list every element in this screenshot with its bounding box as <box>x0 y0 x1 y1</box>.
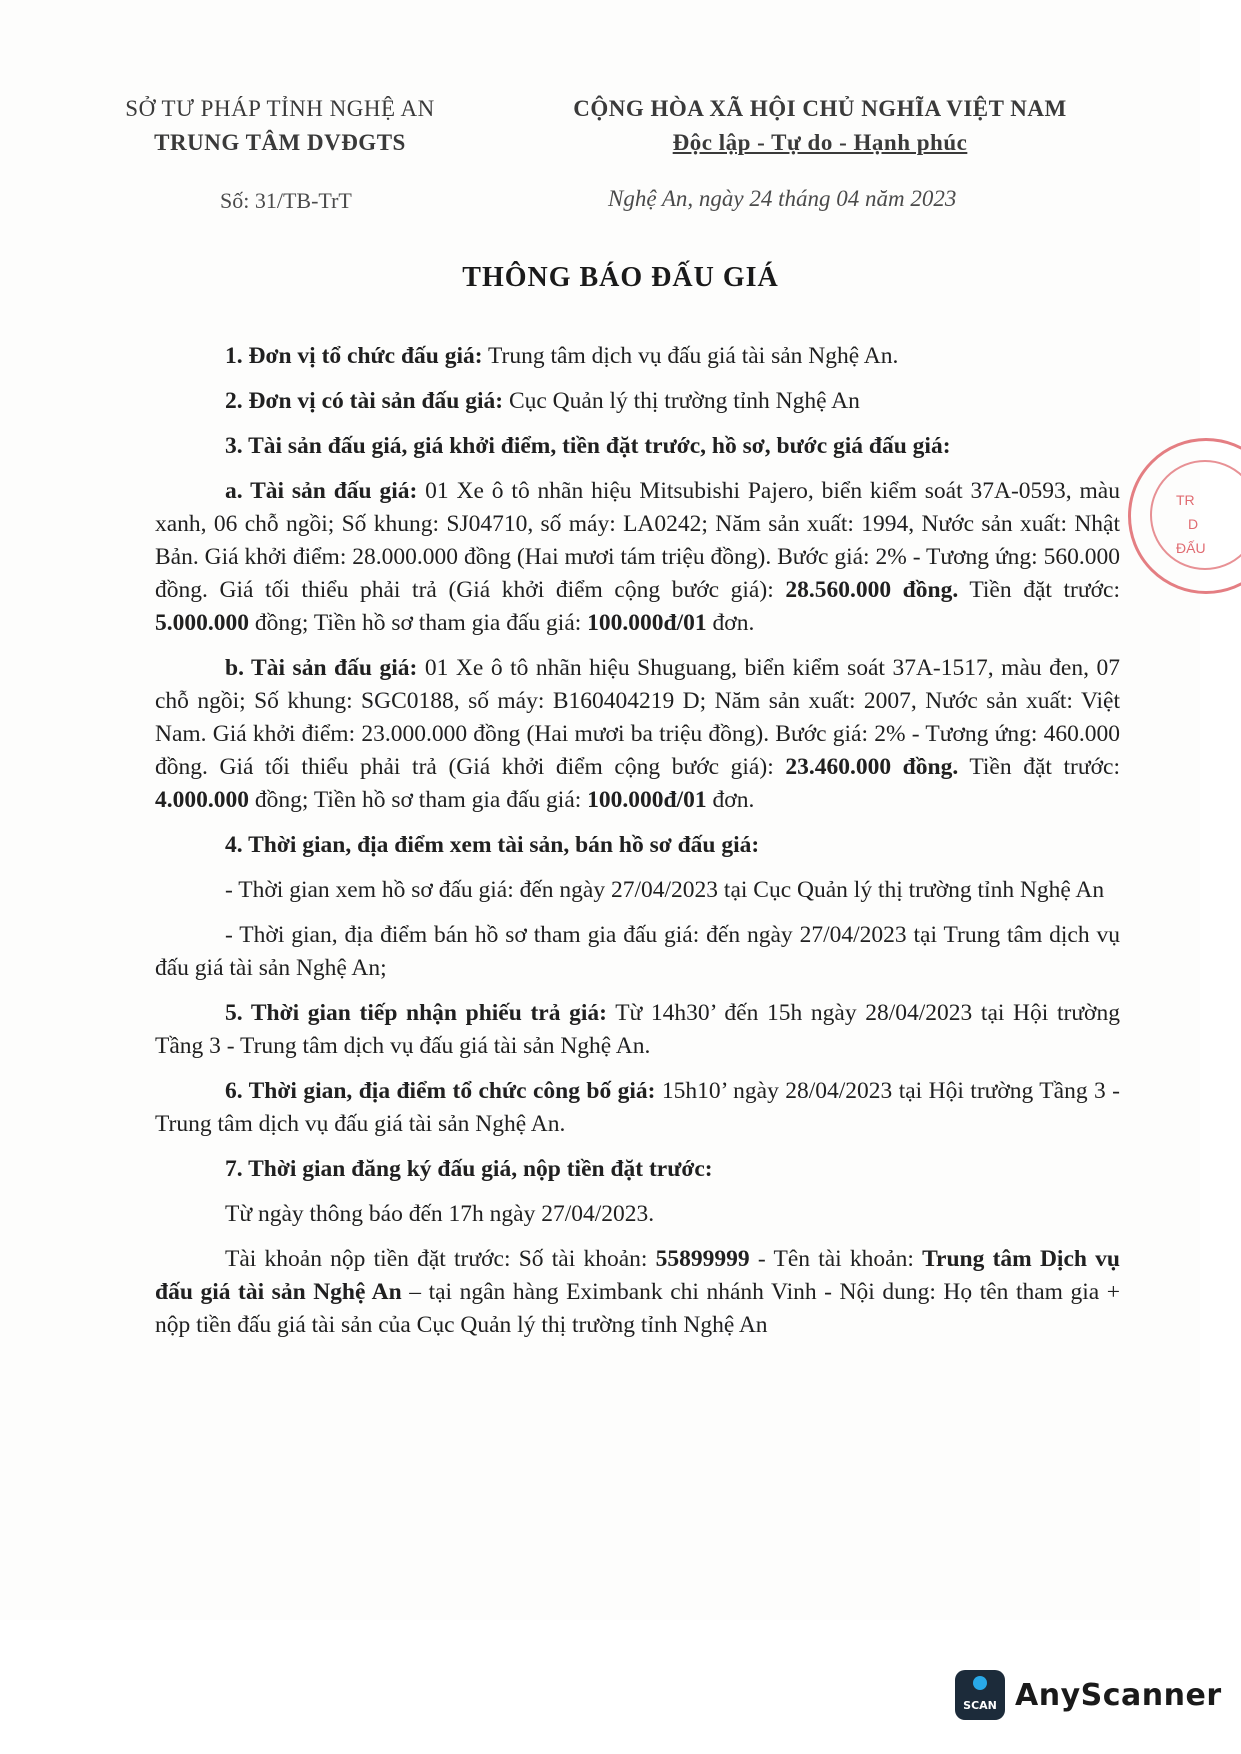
center-name: TRUNG TÂM DVĐGTS <box>154 130 406 155</box>
section-3a-fee: 100.000đ/01 <box>587 610 707 636</box>
agency-name: SỞ TƯ PHÁP TỈNH NGHỆ AN <box>125 96 435 121</box>
section-3b-text-1: 01 Xe ô tô nhãn hiệu Shuguang, biển kiểm soát 37A-1517, màu đen, 07 chỗ ngồi; Số khung: SGC0188, số máy: B160404219 D; Năm sản xuất: 2007, Nước sản xuất: Việt Nam. Giá khởi điểm: 23.000.000 đồng (Hai mươi ba triệu đồng). Bước giá: 2% - Tương ứng: 460.000 đồng. Giá tối thiểu phải trả (Giá khởi điểm cộng bước giá): <box>155 655 1120 780</box>
scan-icon-label: SCAN <box>963 1699 997 1712</box>
section-5 <box>155 997 1120 1063</box>
section-3b-text-2: Tiền đặt trước: <box>958 754 1120 780</box>
section-6 <box>155 1075 1120 1141</box>
section-3b-deposit: 4.000.000 <box>155 787 249 813</box>
section-4 <box>155 829 1120 862</box>
section-1 <box>155 340 1120 373</box>
section-3b <box>155 652 1120 817</box>
scan-icon-dot <box>973 1676 987 1690</box>
section-2-text: Cục Quản lý thị trường tỉnh Nghệ An <box>503 388 860 414</box>
section-2 <box>155 385 1120 418</box>
section-3a-text-1: 01 Xe ô tô nhãn hiệu Mitsubishi Pajero, biển kiểm soát 37A-0593, màu xanh, 06 chỗ ngồi; Số khung: SJ04710, số máy: LA0242; Năm sản xuất: 1994, Nước sản xuất: Nhật Bản. Giá khởi điểm: 28.000.000 đồng (Hai mươi tám triệu đồng). Bước giá: 2% - Tương ứng: 560.000 đồng. Giá tối thiểu phải trả (Giá khởi điểm cộng bước giá): <box>155 478 1120 603</box>
brand-name: AnyScanner <box>1015 1677 1222 1713</box>
section-5-label: 5. Thời gian tiếp nhận phiếu trả giá: <box>225 1000 607 1026</box>
section-3a-text-2: Tiền đặt trước: <box>958 577 1120 603</box>
section-3b-text-4: đơn. <box>706 787 755 813</box>
section-3a <box>155 475 1120 640</box>
section-3a-text-3: đồng; Tiền hồ sơ tham gia đấu giá: <box>249 610 588 636</box>
document-title: THÔNG BÁO ĐẤU GIÁ <box>462 262 779 293</box>
section-4-label: 4. Thời gian, địa điểm xem tài sản, bán hồ sơ đấu giá: <box>225 832 760 858</box>
section-7-account <box>155 1243 1120 1342</box>
document-body <box>155 340 1120 1354</box>
section-1-text: Trung tâm dịch vụ đấu giá tài sản Nghệ An. <box>482 343 899 369</box>
section-7 <box>155 1153 1120 1186</box>
section-3b-min-price: 23.460.000 đồng. <box>785 754 959 780</box>
section-7-text-3: – tại ngân hàng Eximbank chi nhánh Vinh - Nội dung: Họ tên tham gia + nộp tiền đấu giá tài sản của Cục Quản lý thị trường tỉnh Nghệ An <box>155 1279 1121 1338</box>
section-3a-label: a. Tài sản đấu giá: <box>225 478 418 504</box>
section-2-label: 2. Đơn vị có tài sản đấu giá: <box>225 388 504 414</box>
section-3 <box>155 430 1120 463</box>
document-date: Nghệ An, ngày 24 tháng 04 năm 2023 <box>608 186 957 211</box>
section-3b-fee: 100.000đ/01 <box>587 787 707 813</box>
account-name: Trung tâm Dịch vụ đấu giá tài sản Nghệ An <box>155 1246 1120 1305</box>
section-6-label: 6. Thời gian, địa điểm tổ chức công bố giá: <box>225 1078 656 1104</box>
account-number: 55899999 <box>655 1246 750 1272</box>
header-left <box>110 92 450 160</box>
section-7-label: 7. Thời gian đăng ký đấu giá, nộp tiền đặt trước: <box>225 1156 713 1182</box>
section-3b-label: b. Tài sản đấu giá: <box>225 655 418 681</box>
section-3a-min-price: 28.560.000 đồng. <box>785 577 959 603</box>
section-6-text: 15h10’ ngày 28/04/2023 tại Hội trường Tầng 3 - Trung tâm dịch vụ đấu giá tài sản Nghệ An. <box>155 1078 1120 1137</box>
header-right <box>520 92 1120 160</box>
section-7-period: Từ ngày thông báo đến 17h ngày 27/04/2023. <box>225 1201 655 1227</box>
scan-app-icon <box>955 1670 1005 1720</box>
section-7-text-1: Tài khoản nộp tiền đặt trước: Số tài khoản: <box>225 1246 656 1272</box>
section-1-label: 1. Đơn vị tổ chức đấu giá: <box>225 343 483 369</box>
section-4-item-1: - Thời gian xem hồ sơ đấu giá: đến ngày 27/04/2023 tại Cục Quản lý thị trường tỉnh Nghệ An <box>225 877 1105 903</box>
section-3-label: 3. Tài sản đấu giá, giá khởi điểm, tiền đặt trước, hồ sơ, bước giá đấu giá: <box>225 433 951 459</box>
section-3a-deposit: 5.000.000 <box>155 610 249 636</box>
section-7-text-2: - Tên tài khoản: <box>749 1246 923 1272</box>
seal-line-2: D <box>1188 516 1199 532</box>
anyscanner-watermark <box>955 1667 1222 1723</box>
seal-text <box>1176 488 1206 560</box>
section-4-item-2: - Thời gian, địa điểm bán hồ sơ tham gia đấu giá: đến ngày 27/04/2023 tại Trung tâm dịch vụ đấu giá tài sản Nghệ An; <box>155 922 1120 981</box>
section-5-text: Từ 14h30’ đến 15h ngày 28/04/2023 tại Hội trường Tầng 3 - Trung tâm dịch vụ đấu giá tài sản Nghệ An. <box>155 1000 1120 1059</box>
seal-line-3: ĐẤU <box>1176 540 1206 556</box>
section-3a-text-4: đơn. <box>706 610 755 636</box>
section-3b-text-3: đồng; Tiền hồ sơ tham gia đấu giá: <box>249 787 588 813</box>
document-number: Số: 31/TB-TrT <box>220 188 352 213</box>
national-title: CỘNG HÒA XÃ HỘI CHỦ NGHĨA VIỆT NAM <box>573 96 1067 121</box>
national-motto: Độc lập - Tự do - Hạnh phúc <box>672 130 968 155</box>
seal-line-1: TR <box>1176 492 1195 508</box>
